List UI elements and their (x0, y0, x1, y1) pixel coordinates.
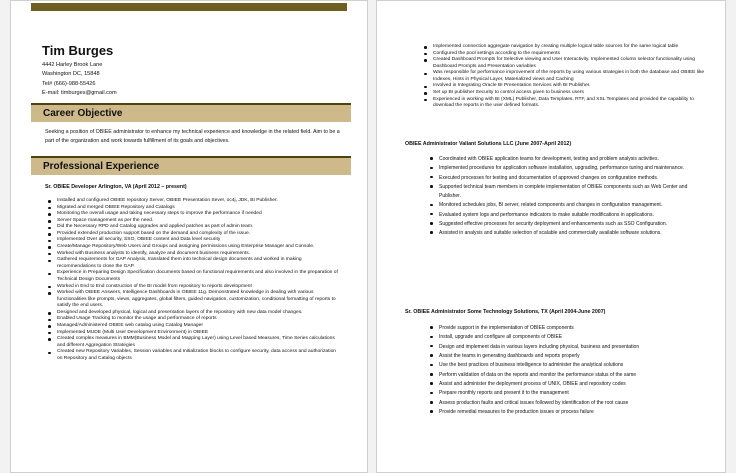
career-objective-text: Seeking a position of OBIEE administrator to enhance my technical experience and knowledge in the related field. Aim to be a part of the organization and work towards fulfillment of its goals and objectives. (45, 129, 340, 144)
job-2-bullets (429, 155, 707, 238)
list-item: Implemented Over all security, SSO, OBIEE content and Data level security (47, 237, 339, 244)
list-item: Suggested effective processes for security deployment and enhancements such as SSO Configuration. (429, 220, 707, 229)
list-item: Did the Necessary RPD and Catalog upgrades and applied patches as part of admin team. (47, 224, 339, 231)
job-1-bullets-part-2 (423, 44, 707, 110)
list-item: Use the best practices of business intelligence to administer the analytical solutions (429, 361, 707, 370)
contact-block (42, 61, 117, 99)
list-item: Implemented procedures for application software installation, upgrading, performance tuning and maintenance. (429, 164, 707, 173)
list-item: Assess production faults and critical issues followed by identification of the root cause (429, 399, 707, 408)
list-item: Monitored schedules jobs, BI server, related components and changes in configuration management. (429, 201, 707, 210)
contact-phone: Tel# (666)-988-55426 (42, 80, 96, 87)
list-item: Set up BI publisher Security to control access given to business users (423, 90, 707, 97)
list-item: Configured the pool settings according to the requirements (423, 51, 707, 58)
list-item: Installed and configured OBIEE repository Server, OBIEE Presentation Sever, oc4j, JDK, BI Publisher. (47, 198, 339, 205)
list-item: Assist and administer the deployment process of UNIX, OBIEE and repository codes (429, 380, 707, 389)
contact-address: 4442 Harley Brook Lane (42, 62, 103, 68)
list-item: Managed/Administered OBIEE web catalog using Catalog Manager (47, 323, 339, 330)
list-item: Design and implement data in various layers including physical, business and presentation (429, 343, 707, 352)
list-item: Evaluated system logs and performance indicators to make suitable modifications in applications. (429, 211, 707, 220)
list-item: Provide remedial measures to the production issues or process failure (429, 408, 707, 417)
list-item: Created new Repository Variables, Session variables and Initialization blocks to configure security, data access and authorization on Repository and Catalog objects (47, 349, 339, 362)
list-item: Monitoring the overall usage and taking necessary steps to improve the performance if needed (47, 211, 339, 218)
list-item: Assist the teams in generating dashboards and reports properly (429, 352, 707, 361)
job-title-2: OBIEE Administrator Valiant Solutions LLC (June 2007-April 2012) (405, 141, 572, 147)
list-item: Executed processes for testing and documentation of approved changes on configuration methods. (429, 174, 707, 183)
list-item: Worked in End to End construction of the BI model from repository to reports development (47, 284, 339, 291)
candidate-name: Tim Burges (42, 43, 114, 58)
list-item: Was responsible for performance improvement of the reports by using various strategies in both the database and OBIEE like Indexes, Hints in Physical Layer, Materialized views and Caching (423, 70, 707, 83)
list-item: Create/Manage Repository/Web Users and Groups and assigning permissions using Enterprise Manager and Console. (47, 244, 339, 251)
list-item: Experience in Preparing Design Specification documents based on functional requirements and also involved in the preparation of Technical Design Documents (47, 270, 339, 283)
professional-experience-heading: Professional Experience (31, 156, 351, 175)
list-item: Supported technical team members in complete implementation of OBIEE components such as Web Center and Publisher. (429, 183, 707, 202)
contact-email: E-mail: timburges@gmail.com (42, 90, 117, 97)
career-objective-heading: Career Objective (31, 103, 351, 122)
list-item: Implemented connection aggregate navigation by creating multiple logical table sources for the same logical table (423, 44, 707, 51)
list-item: Migrated and merged OBIEE Repository and Catalogs (47, 205, 339, 212)
list-item: Install, upgrade and configure all components of OBIEE (429, 333, 707, 342)
resume-page-2 (376, 0, 726, 473)
list-item: Perform validation of data on the reports and monitor the performance status of the same (429, 371, 707, 380)
list-item: Worked with OBIEE Answers, Intelligence Dashboards in OBIEE 11g. Demonstrated knowledge in dealing with various functionalities like prompts, views, aggregates, global filters, guided navigation, customization, conditional formatting of reports to satisfy the end users. (47, 290, 339, 310)
list-item: Coordinated with OBIEE application teams for development, testing and problem analysis activities. (429, 155, 707, 164)
list-item: Experienced in working with BI (XML) Publisher, Data Templates, RTF, and XSL Templates and provided the capability to download the reports in the user defined formats. (423, 97, 707, 110)
list-item: Server Space management as per the need. (47, 218, 339, 225)
list-item: Implemented MUDE (Multi User Development Environment) in OBIEE (47, 330, 339, 337)
list-item: Involved in Integrating Oracle BI Presentation Services with BI Publisher. (423, 83, 707, 90)
list-item: Assisted in analysis and suitable selection of scalable and commercially available software solutions. (429, 229, 707, 238)
list-item: Gathered requirements for GAP Analysis, translated them into technical design documents and worked in making recommendations to close the GAP. (47, 257, 339, 270)
list-item: Provided extended production support based on the demand and complexity of the issue. (47, 231, 339, 238)
list-item: Worked with Business analysts to identify, analyze and document business requirements. (47, 251, 339, 258)
list-item: Created Dashboard Prompts for Selective viewing and User Interactivity. Implemented column selector functionality using Dashboard Prompts and Presentation variables (423, 57, 707, 70)
job-title-1: Sr. OBIEE Developer Arlington, VA (April 2012 – present) (45, 184, 187, 190)
list-item: Enabled Usage Tracking to monitor the usage and performance of reports (47, 316, 339, 323)
list-item: Prepare monthly reports and present it to the management (429, 389, 707, 398)
contact-city: Washington DC, 15848 (42, 71, 100, 78)
resume-page-1 (10, 0, 368, 473)
job-1-bullets-part-1 (47, 198, 339, 362)
job-title-3: Sr. OBIEE Administrator Some Technology Solutions, TX (April 2004-June 2007) (405, 309, 606, 315)
list-item: Provide support in the implementation of OBIEE components (429, 324, 707, 333)
list-item: Designed and developed physical, logical and presentation layers of the repository with new data model changes. (47, 310, 339, 317)
header-accent-bar (31, 3, 347, 11)
list-item: Created complex measures in BMM(Business Model and Mapping Layer) using Level based Measures, Time Series calculations and different Aggregation Strategies (47, 336, 339, 349)
job-3-bullets (429, 324, 707, 417)
